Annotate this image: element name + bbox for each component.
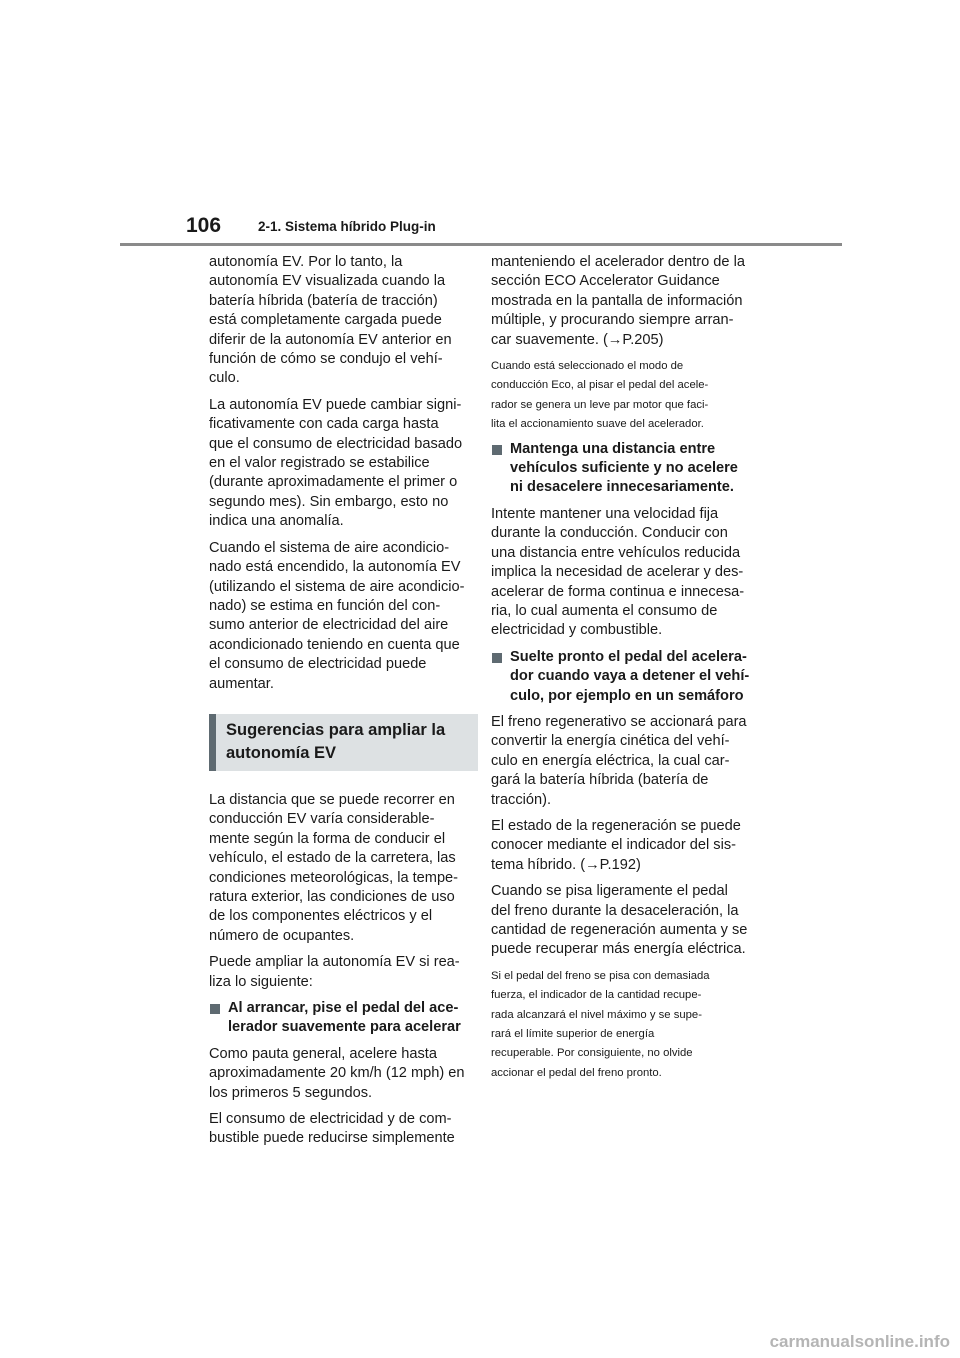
- paragraph: manteniendo el acelerador dentro de la sección ECO Accelerator Guidance mostrada en la pantalla de información múltiple, y procurando siempre arran- car suavemente. (→P.205): [491, 254, 745, 348]
- sub-heading-text: Mantenga una distancia entre vehículos suficiente y no acelere ni desacelere innecesariamente.: [510, 440, 738, 496]
- watermark: carmanualsonline.info: [769, 1332, 950, 1351]
- section-title: 2-1. Sistema híbrido Plug-in: [258, 219, 436, 234]
- paragraph: Como pauta general, acelere hasta aproximadamente 20 km/h (12 mph) en los primeros 5 segundos.: [209, 1045, 465, 1101]
- section-heading-box: [209, 714, 478, 771]
- square-bullet-icon: [492, 445, 502, 455]
- paragraph: El freno regenerativo se accionará para convertir la energía cinética del vehí- culo en energía eléctrica, la cual car- gará la batería híbrida (batería de tracción).: [491, 713, 747, 808]
- paragraph: Cuando el sistema de aire acondicio- nado está encendido, la autonomía EV (utilizando el sistema de aire acondicio- nado) se estima en función del con- sumo anterior de electricidad del aire acondicionado teniendo en cuenta que el consumo de electricidad puede aumentar.: [209, 539, 465, 692]
- square-bullet-icon: [210, 1004, 220, 1014]
- paragraph: Cuando se pisa ligeramente el pedal del freno durante la desaceleración, la cantidad de regeneración aumenta y se puede recuperar más energía eléctrica.: [491, 883, 748, 958]
- sub-heading: [491, 440, 753, 498]
- header-divider: [120, 243, 842, 246]
- right-column: [491, 253, 753, 1088]
- sub-heading-text: Al arrancar, pise el pedal del ace- lerador suavemente para acelerar: [228, 1000, 461, 1036]
- page-header: [0, 0, 960, 250]
- sub-heading: [209, 999, 471, 1038]
- page-number: 106: [186, 214, 222, 237]
- paragraph: Intente mantener una velocidad fija durante la conducción. Conducir con una distancia entre vehículos reducida implica la necesidad de acelerar y des- acelerar de forma continua e innecesa- ria, lo cual aumenta el consumo de electricidad y combustible.: [491, 505, 745, 639]
- note: Si el pedal del freno se pisa con demasiada fuerza, el indicador de la cantidad recupe- rada alcanzará el nivel máximo y se supe- rará el límite superior de energía recuperable. Por consiguiente, no olvide accionar el pedal del freno pronto.: [491, 969, 710, 1079]
- paragraph: Puede ampliar la autonomía EV si rea- liza lo siguiente:: [209, 954, 460, 990]
- paragraph: El estado de la regeneración se puede conocer mediante el indicador del sis- tema híbrido. (→P.192): [491, 817, 741, 873]
- paragraph: El consumo de electricidad y de com- bustible puede reducirse simplemente: [209, 1111, 455, 1147]
- paragraph: La autonomía EV puede cambiar signi- ficativamente con cada carga hasta que el consumo de electricidad basado en el valor registrado se estabilice (durante aproximadamente el primer o segundo mes). Sin embargo, esto no indica una anomalía.: [209, 396, 463, 530]
- paragraph: autonomía EV. Por lo tanto, la autonomía EV visualizada cuando la batería híbrida (batería de tracción) está completamente cargada puede diferir de la autonomía EV anterior en función de cómo se condujo el vehí- culo.: [209, 254, 452, 387]
- square-bullet-icon: [492, 653, 502, 663]
- note: Cuando está seleccionado el modo de conducción Eco, al pisar el pedal del acele- rador se genera un leve par motor que faci- lita el accionamiento suave del acelerador.: [491, 360, 709, 431]
- section-heading: Sugerencias para ampliar la autonomía EV: [226, 720, 446, 762]
- left-column: [209, 253, 471, 1156]
- sub-heading-text: Suelte pronto el pedal del acelera- dor cuando vaya a detener el vehí- culo, por ejemplo en un semáforo: [510, 648, 750, 704]
- sub-heading: [491, 648, 753, 706]
- paragraph: La distancia que se puede recorrer en conducción EV varía considerable- mente según la forma de conducir el vehículo, el estado de la carretera, las condiciones meteorológicas, la tempe- ratura exterior, las condiciones de uso de los componentes eléctricos y el número de ocupantes.: [209, 791, 459, 944]
